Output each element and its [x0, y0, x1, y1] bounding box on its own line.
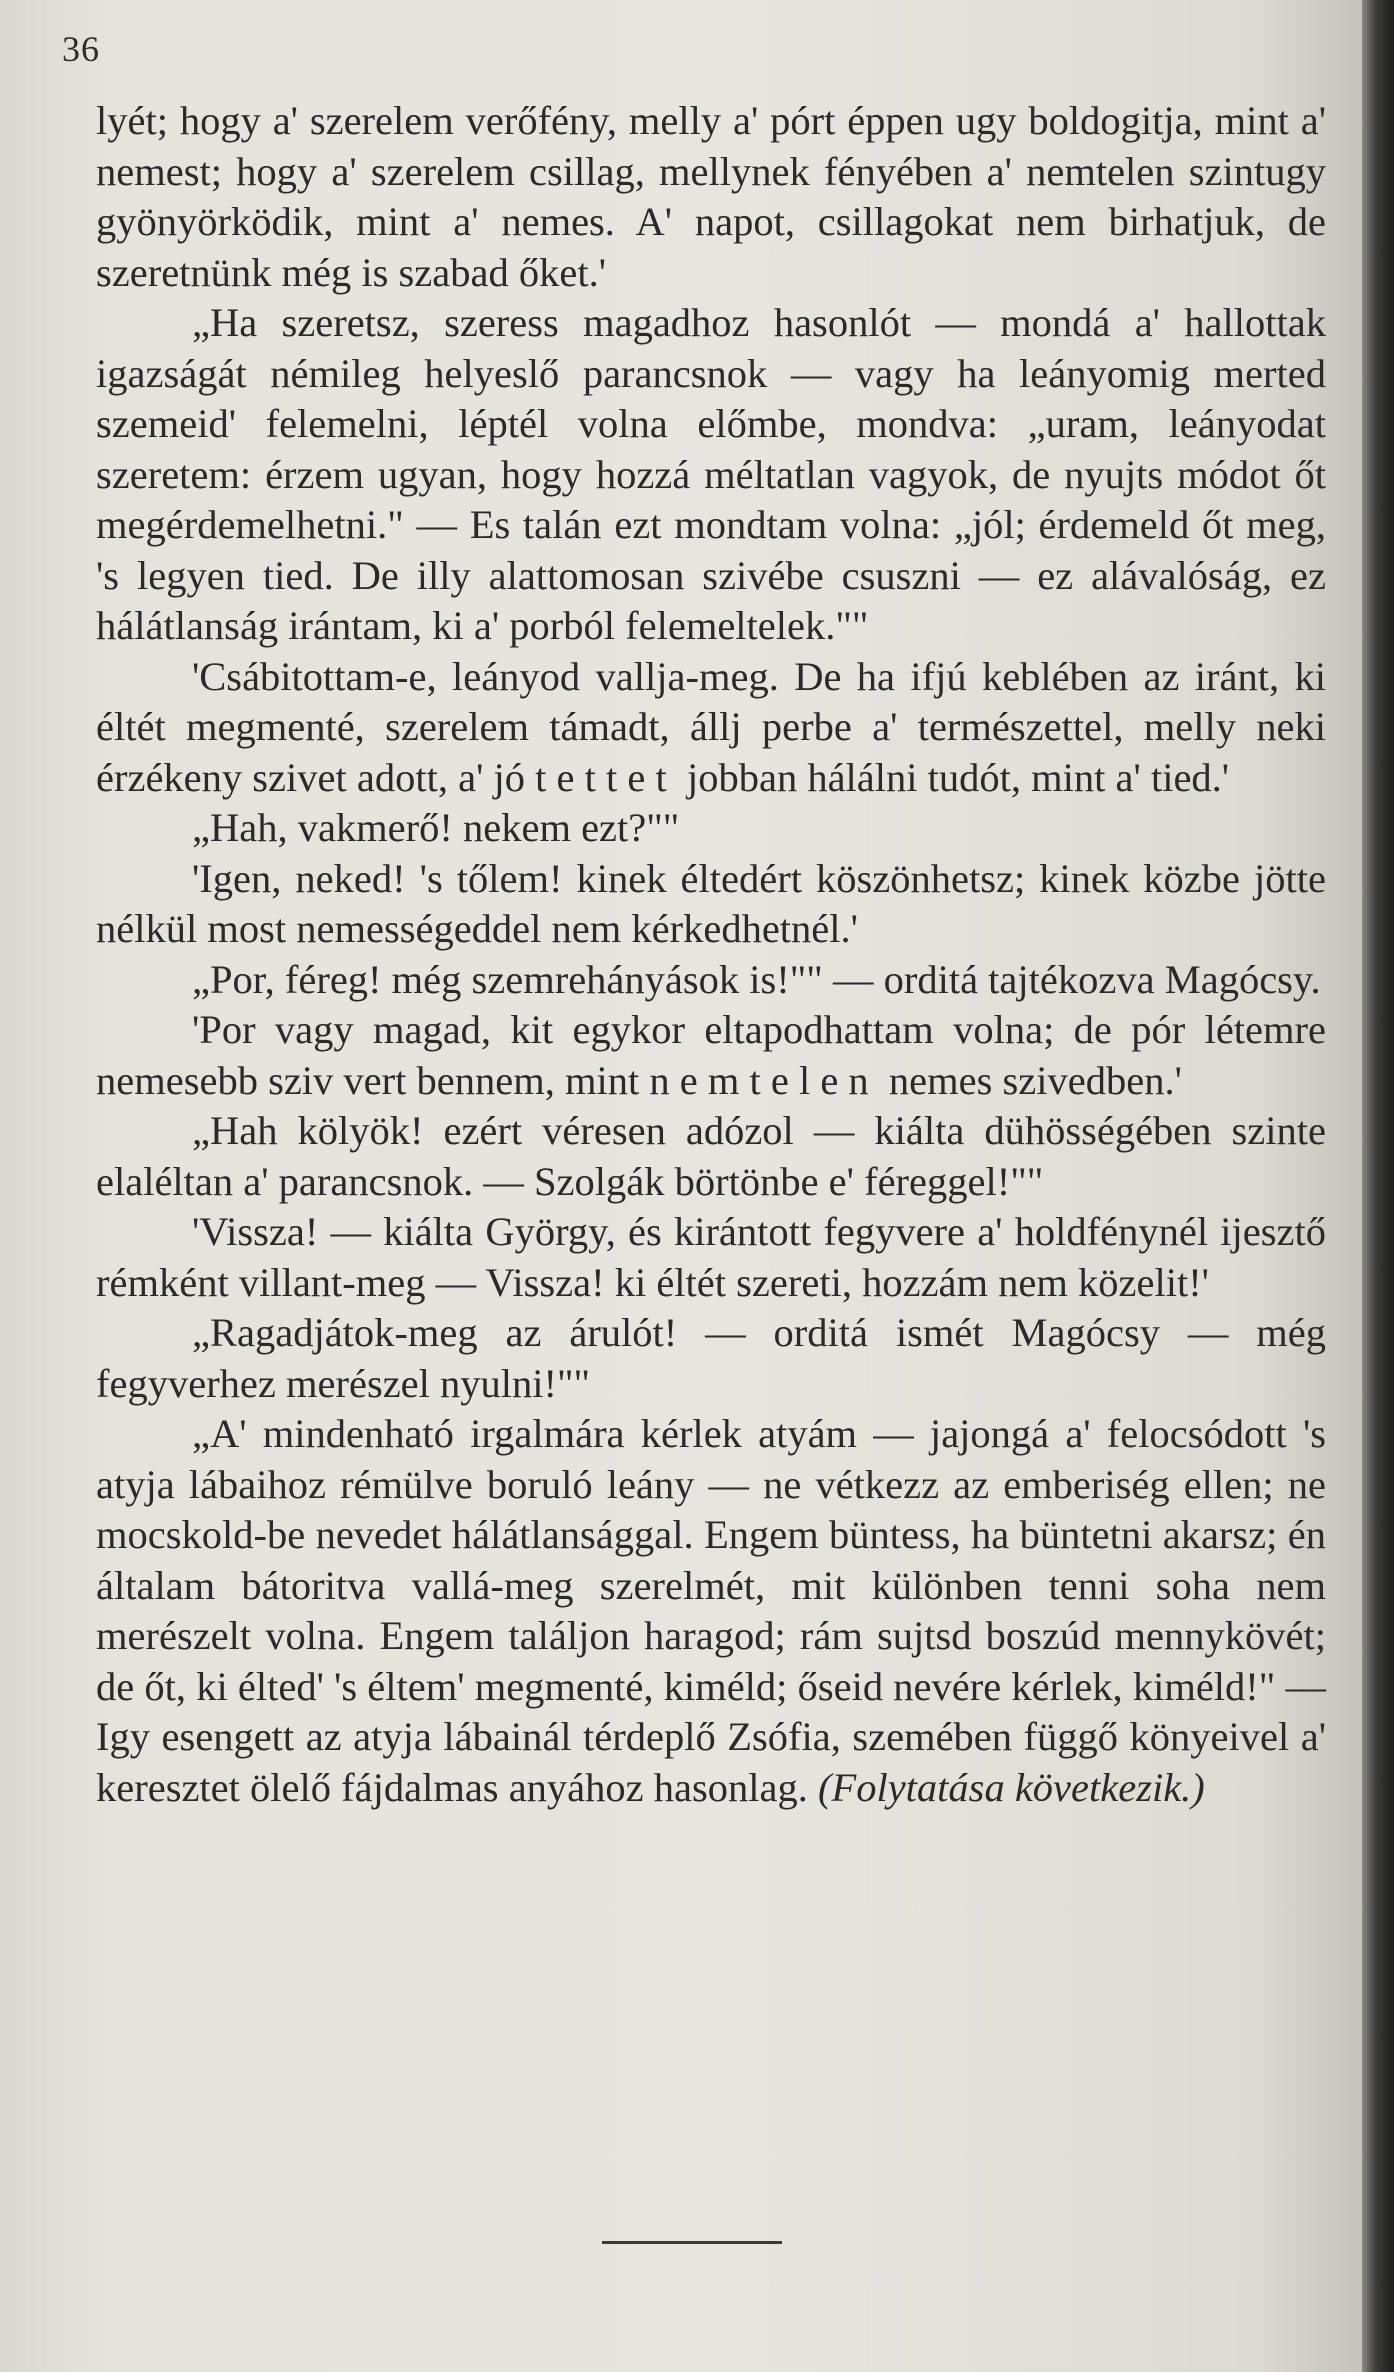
- paragraph: [96, 803, 1326, 854]
- paragraph: [96, 1005, 1326, 1106]
- paragraph: [96, 1207, 1326, 1308]
- text-run: 'Por vagy magad, kit egykor eltapodhattam volna; de pór létemre nemesebb sziv vert bennem, mint: [96, 1007, 1326, 1103]
- continuation-note: (Folytatása következik.): [817, 1764, 1205, 1810]
- emphasized-word: tettet: [535, 754, 677, 800]
- paragraph: [96, 1106, 1326, 1207]
- page-number: 36: [62, 29, 100, 69]
- paragraph: [96, 652, 1326, 804]
- text-run: „Ragadjátok-meg az árulót! — orditá ismét Magócsy — még fegyverhez merészel nyulni!"": [96, 1310, 1326, 1406]
- body-text: [96, 96, 1326, 1813]
- paragraph: [96, 1308, 1326, 1409]
- paragraph: [96, 96, 1326, 298]
- text-run: 'Csábitottam-e, leányod vallja-meg. De ha ifjú keblében az iránt, ki éltét megmenté, szerelem támadt, állj perbe a' természettel, melly neki érzékeny szivet adott, a' jó: [96, 653, 1326, 800]
- text-run: „Hah kölyök! ezért véresen adózol — kiálta dühösségében szinte elaléltan a' parancsnok. — Szolgák börtönbe e' féreggel!"": [96, 1108, 1326, 1204]
- book-gutter-shadow: [1362, 0, 1394, 2372]
- text-run: 'Vissza! — kiálta György, és kirántott fegyvere a' holdfénynél ijesztő rémként villant-meg — Vissza! ki éltét szereti, hozzám nem közelit!': [96, 1209, 1326, 1305]
- paragraph: [96, 854, 1326, 955]
- paragraph: [96, 955, 1326, 1006]
- text-run: „Hah, vakmerő! nekem ezt?"": [192, 805, 680, 850]
- text-run: „Ha szeretsz, szeress magadhoz hasonlót — mondá a' hallottak igazságát némileg helyeslő parancsnok — vagy ha leányomig merted szemeid' felemelni, léptél volna előmbe, mondva: „uram, leányodat szeretem: érzem ugyan, hogy hozzá méltatlan vagyok, de nyujts módot őt megérdemelhetni." — Es talán ezt mondtam volna: „jól; érdemeld őt meg, 's legyen tied. De illy alattomosan szivébe csuszni — ez alávalóság, ez hálátlanság irántam, ki a' porból felemeltelek."": [96, 300, 1326, 648]
- paragraph: [96, 298, 1326, 652]
- text-run: 'Igen, neked! 's tőlem! kinek éltedért köszönhetsz; kinek közbe jötte nélkül most nemességeddel nem kérkedhetnél.': [96, 855, 1326, 951]
- paragraph: [96, 1409, 1326, 1813]
- text-run: jobban hálálni tudót, mint a' tied.': [676, 754, 1230, 800]
- section-divider-rule: [602, 2241, 782, 2244]
- text-run: lyét; hogy a' szerelem verőfény, melly a' pórt éppen ugy boldogitja, mint a' nemest; hogy a' szerelem csillag, mellynek fényében a' nemtelen szintugy gyönyörködik, mint a' nemes. A' napot, csillagokat nem birhatjuk, de szeretnünk még is szabad őket.': [96, 98, 1326, 295]
- text-run: nemes szivedben.': [878, 1057, 1182, 1103]
- text-run: „A' mindenható irgalmára kérlek atyám — jajongá a' felocsódott 's atyja lábaihoz rémülve boruló leány — ne vétkezz az emberiség ellen; ne mocskold-be nevedet hálátlansággal. Engem büntess, ha büntetni akarsz; én általam bátoritva vallá-meg szerelmét, mit különben tenni soha nem merészelt volna. Engem találjon haragod; rám sujtsd boszúd mennykövét; de őt, ki élted' 's éltem' megmenté, kiméld; őseid nevére kérlek, kiméld!" — Igy esengett az atyja lábainál térdeplő Zsófia, szemében függő könyeivel a' keresztet ölelő fájdalmas anyához hasonlag.: [96, 1411, 1326, 1810]
- text-run: „Por, féreg! még szemrehányások is!"" — orditá tajtékozva Magócsy.: [192, 956, 1321, 1002]
- emphasized-word: nemtelen: [649, 1057, 879, 1103]
